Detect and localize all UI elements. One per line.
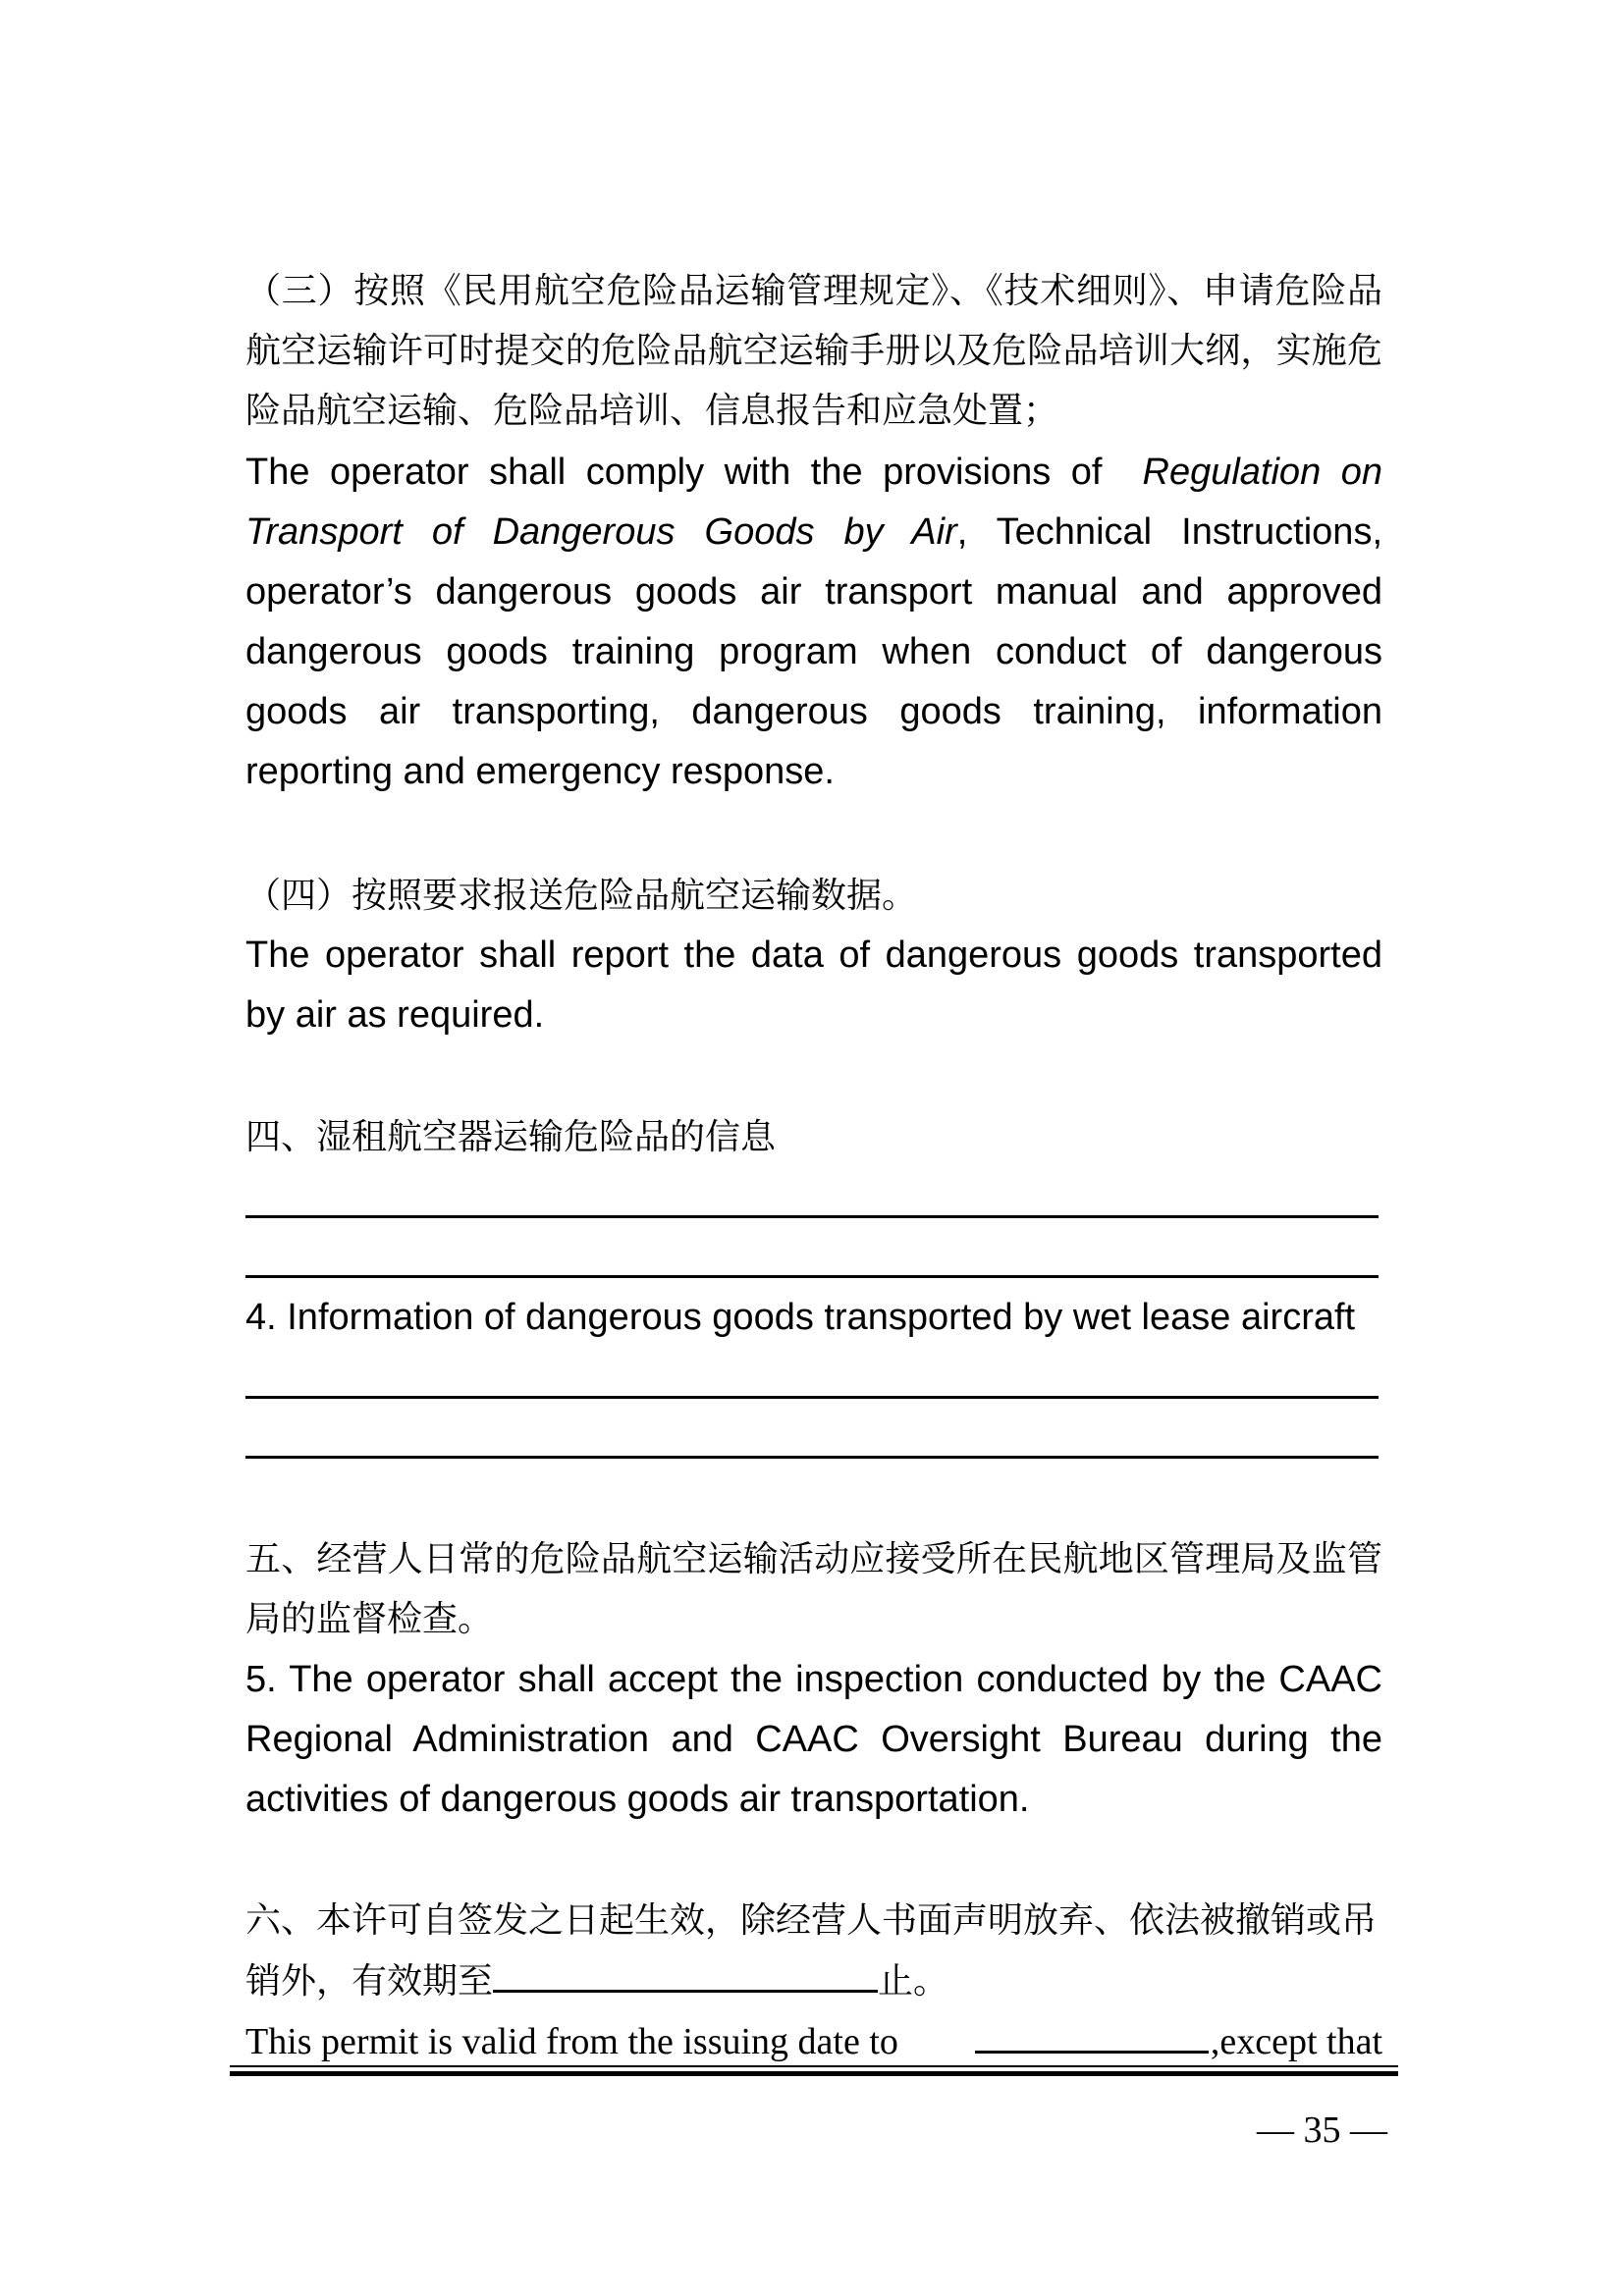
- regulation-title: Regulation on Transport of Dangerous Goods by Air: [245, 452, 1383, 553]
- section-5-english: 5. The operator shall accept the inspection conducted by the CAAC Regional Administration and CAAC Oversight Bureau during the activities of dangerous goods air transportation.: [245, 1659, 1382, 1820]
- page-number: — 35 —: [1257, 2109, 1387, 2151]
- section-6-english-prefix: This permit is valid from the issuing date to: [245, 2021, 898, 2062]
- section-4-english-heading: 4. Information of dangerous goods transported by wet lease aircraft: [245, 1297, 1356, 1338]
- fill-in-line-3[interactable]: [245, 1396, 1379, 1399]
- section-6-chinese-suffix: 止。: [878, 1961, 949, 2002]
- item-3-chinese: （三）按照《民用航空危险品运输管理规定》、《技术细则》、申请危险品航空运输许可时提交的危险品航空运输手册以及危险品培训大纲，实施危险品航空运输、危险品培训、信息报告和应急处置；: [245, 271, 1382, 431]
- section-6-english: [245, 2011, 1382, 2072]
- footer-divider-thin: [230, 2065, 1398, 2067]
- section-5-chinese: 五、经营人日常的危险品航空运输活动应接受所在民航地区管理局及监管局的监督检查。: [245, 1539, 1382, 1639]
- section-6-chinese-prefix: 六、本许可自签发之日起生效，除经营人书面声明放弃、依法被撤销或吊销外，有效期至: [245, 1900, 1378, 2002]
- validity-date-blank[interactable]: [493, 1950, 878, 1993]
- section-6-chinese: [245, 1891, 1382, 2011]
- fill-in-line-1[interactable]: [245, 1215, 1379, 1218]
- item-3-english: [245, 443, 1382, 802]
- fill-in-line-2[interactable]: [245, 1275, 1379, 1278]
- section-4-chinese-heading: 四、湿租航空器运输危险品的信息: [245, 1117, 777, 1157]
- item-4-english: The operator shall report the data of dangerous goods transported by air as required.: [245, 934, 1382, 1036]
- footer-divider-thick: [230, 2071, 1398, 2076]
- validity-date-blank-english[interactable]: [975, 2011, 1209, 2054]
- item-3-english-suffix: , Technical Instructions, operator’s dangerous goods air transport manual and approved dangerous goods training program when conduct of dangerous goods air transporting, dangerous goods training, information reporting and emergency response.: [245, 511, 1382, 792]
- section-6-english-suffix: ,except that: [1210, 2021, 1382, 2062]
- fill-in-line-4[interactable]: [245, 1456, 1379, 1459]
- item-4-chinese: （四）按照要求报送危险品航空运输数据。: [245, 876, 918, 916]
- item-3-english-prefix: The operator shall comply with the provisions of: [245, 452, 1103, 493]
